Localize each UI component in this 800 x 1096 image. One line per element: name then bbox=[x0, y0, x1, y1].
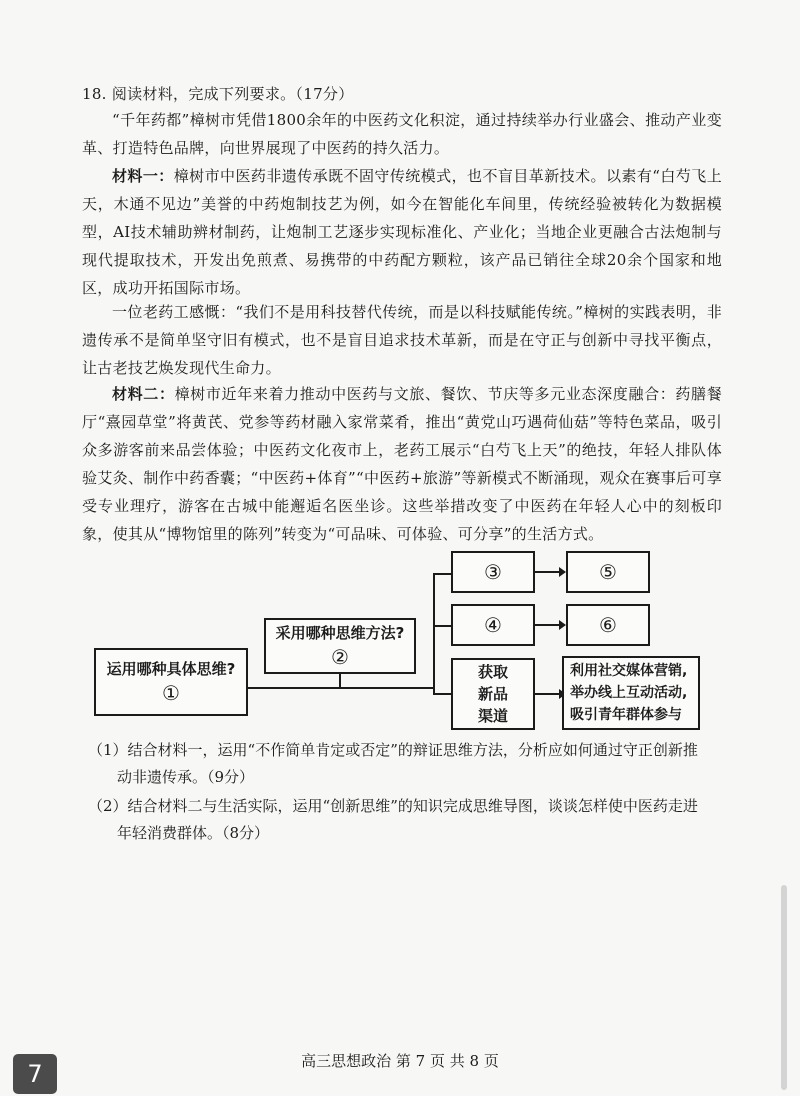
box-channel-line2: 新品 bbox=[477, 685, 508, 703]
connector-branch-4 bbox=[433, 625, 451, 627]
arrow-3-to-5 bbox=[535, 567, 566, 577]
box-4-num: ④ bbox=[484, 613, 502, 637]
box-result bbox=[562, 656, 700, 730]
box-5-num: ⑤ bbox=[599, 560, 617, 584]
connector-branch-3 bbox=[433, 573, 451, 575]
intro-paragraph: “千年药都”樟树市凭借1800余年的中医药文化积淀，通过持续举办行业盛会、推动产业变革、打造特色品牌，向世界展现了中医药的持久活力。 bbox=[82, 111, 722, 157]
connector-method bbox=[339, 674, 341, 688]
box-specific-thinking-title: 运用哪种具体思维? bbox=[106, 660, 236, 678]
arrow-4-to-6 bbox=[535, 620, 566, 630]
box-specific-thinking-num: ① bbox=[162, 681, 180, 705]
subquestion-2-line1: （2）结合材料二与生活实际，运用“创新思维”的知识完成思维导图，谈谈怎样使中医药走进 bbox=[88, 797, 698, 815]
box-result-line2: 举办线上互动活动, bbox=[570, 685, 688, 701]
material-one-label: 材料一： bbox=[112, 167, 174, 185]
box-channel-line1: 获取 bbox=[477, 663, 508, 681]
box-4 bbox=[451, 604, 535, 646]
page-footer: 高三思想政治 第 7 页 共 8 页 bbox=[301, 1052, 499, 1070]
box-thinking-method-num: ② bbox=[331, 645, 349, 669]
box-3-num: ③ bbox=[484, 560, 502, 584]
material-two-paragraph bbox=[82, 380, 722, 548]
connector-trunk bbox=[433, 573, 435, 695]
material-one-text: 樟树市中医药非遗传承既不固守传统模式，也不盲目革新技术。以素有“白芍飞上天，木通不见边”美誉的中药炮制技艺为例，如今在智能化车间里，传统经验被转化为数据模型，AI技术辅助辨材制药，让炮制工艺逐步实现标准化、产业化；当地企业更融合古法炮制与现代提取技术，开发出免煎煮、易携带的中药配方颗粒，该产品已销往全球20余个国家和地区，成功开拓国际市场。 bbox=[82, 167, 722, 297]
material-one-paragraph-2: 一位老药工感慨：“我们不是用科技替代传统，而是以科技赋能传统。”樟树的实践表明，非遗传承不是简单坚守旧有模式，也不是盲目追求技术革新，而是在守正与创新中寻找平衡点，让古老技艺焕发现代生命力。 bbox=[82, 303, 722, 377]
box-result-line3: 吸引青年群体参与 bbox=[570, 707, 682, 723]
box-5 bbox=[566, 551, 650, 593]
subquestion-1-line2: 动非遗传承。（9分） bbox=[117, 768, 255, 786]
box-channel bbox=[451, 658, 535, 730]
box-result-line1: 利用社交媒体营销, bbox=[570, 663, 688, 679]
scrollbar[interactable] bbox=[781, 885, 787, 1090]
box-6 bbox=[566, 604, 650, 646]
material-one-paragraph bbox=[82, 162, 722, 302]
box-3 bbox=[451, 551, 535, 593]
page-number-badge[interactable]: 7 bbox=[13, 1054, 57, 1094]
box-6-num: ⑥ bbox=[599, 613, 617, 637]
box-channel-line3: 渠道 bbox=[477, 707, 508, 725]
material-two-text: 樟树市近年来着力推动中医药与文旅、餐饮、节庆等多元业态深度融合：药膳餐厅“熹园草堂”将黄芪、党参等药材融入家常菜肴，推出“黄党山巧遇荷仙菇”等特色菜品，吸引众多游客前来品尝体验；中医药文化夜市上，老药工展示“白芍飞上天”的绝技，年轻人排队体验艾灸、制作中药香囊；“中医药+体育”“中医药+旅游”等新模式不断涌现，观众在赛事后可享受专业理疗，游客在古城中能邂逅名医坐诊。这些举措改变了中医药在年轻人心中的刻板印象，使其从“博物馆里的陈列”转变为“可品味、可体验、可分享”的生活方式。 bbox=[82, 385, 722, 543]
material-two-label: 材料二： bbox=[112, 385, 175, 403]
box-specific-thinking bbox=[94, 648, 248, 716]
box-thinking-method-title: 采用哪种思维方法? bbox=[275, 624, 405, 642]
connector-main bbox=[248, 687, 434, 689]
subquestion-1-line1: （1）结合材料一，运用“不作简单肯定或否定”的辩证思维方法，分析应如何通过守正创新推 bbox=[88, 741, 698, 759]
question-header: 18. 阅读材料，完成下列要求。（17分） bbox=[82, 85, 354, 103]
connector-branch-channel bbox=[433, 693, 451, 695]
subquestion-2-line2: 年轻消费群体。（8分） bbox=[117, 824, 270, 842]
box-thinking-method bbox=[264, 618, 416, 674]
